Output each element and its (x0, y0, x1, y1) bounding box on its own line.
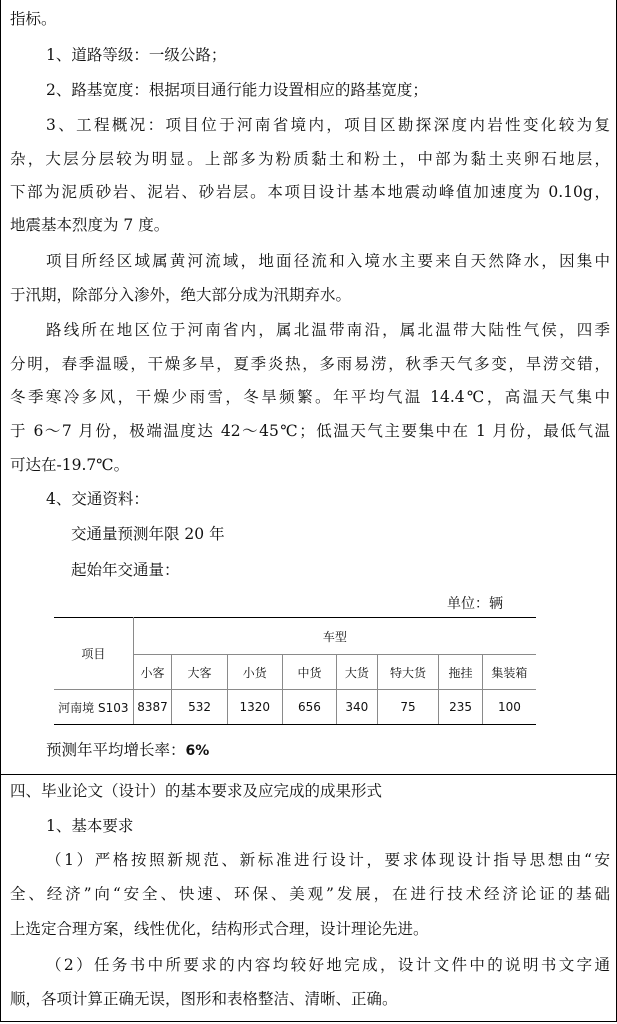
overview-line: 地震基本烈度为 7 度。 (10, 216, 170, 234)
column-header: 特大货 (377, 655, 439, 690)
row-name: 河南境 S103 (54, 690, 133, 725)
forecast-years: 交通量预测年限 20 年 (71, 525, 225, 543)
intro-line: 指标。 (10, 10, 57, 28)
table-cell: 235 (439, 690, 482, 725)
growth-rate (46, 740, 209, 761)
traffic-title: 4、交通资料： (46, 490, 149, 508)
item-header: 项目 (54, 618, 133, 690)
table-cell: 532 (172, 690, 227, 725)
column-header: 大客 (172, 655, 227, 690)
page-bottom-border (1, 1021, 616, 1022)
growth-rate-label: 预测年平均增长率： (46, 741, 186, 759)
subgrade-width-item: 2、路基宽度：根据项目通行能力设置相应的路基宽度； (46, 81, 428, 99)
requirement-line: 全、经济”向“安全、快速、环保、美观”发展，在进行技术经济论证的基础 (10, 885, 610, 903)
table-cell: 8387 (133, 690, 172, 725)
column-header: 集装箱 (482, 655, 536, 690)
road-grade-item: 1、道路等级：一级公路； (46, 46, 227, 64)
table-cell: 75 (377, 690, 439, 725)
overview-line: 杂，大层分层较为明显。上部多为粉质黏土和粉土，中部为黏土夹卵石地层， (10, 150, 610, 168)
hydro-line: 项目所经区域属黄河流域，地面径流和入境水主要来自天然降水，因集中 (46, 252, 610, 270)
initial-volume-label: 起始年交通量： (71, 561, 180, 579)
section-subtitle: 1、基本要求 (46, 817, 134, 835)
table-cell: 340 (337, 690, 378, 725)
column-header: 中货 (282, 655, 336, 690)
table-row (54, 690, 536, 725)
column-header: 小货 (227, 655, 282, 690)
requirement-line: 顺，各项计算正确无误，图形和表格整洁、清晰、正确。 (10, 990, 398, 1008)
requirement-line: （1）严格按照新规范、新标准进行设计，要求体现设计指导思想由“安 (46, 851, 610, 869)
climate-line: 于 6～7 月份，极端温度达 42～45℃；低温天气主要集中在 1 月份，最低气温 (10, 422, 610, 440)
table-cell: 100 (482, 690, 536, 725)
table-cell: 1320 (227, 690, 282, 725)
vehicle-type-header: 车型 (133, 618, 536, 655)
unit-label: 单位：辆 (447, 596, 503, 612)
overview-line: 3、工程概况：项目位于河南省境内，项目区勘探深度内岩性变化较为复 (46, 116, 610, 134)
climate-line: 可达在-19.7℃。 (10, 456, 130, 474)
column-header: 小客 (133, 655, 172, 690)
section-title: 四、毕业论文（设计）的基本要求及应完成的成果形式 (10, 782, 383, 800)
column-header: 拖挂 (439, 655, 482, 690)
requirement-line: 上选定合理方案，线性优化，结构形式合理，设计理论先进。 (10, 920, 429, 938)
section-divider (1, 774, 616, 775)
climate-line: 路线所在地区位于河南省内，属北温带南沿，属北温带大陆性气侯，四季 (46, 321, 610, 339)
traffic-table (54, 617, 536, 725)
overview-line: 下部为泥质砂岩、泥岩、砂岩层。本项目设计基本地震动峰值加速度为 0.10g， (10, 183, 610, 201)
climate-line: 冬季寒冷多风，干燥少雨雪，冬旱频繁。年平均气温 14.4℃，高温天气集中 (10, 388, 610, 406)
column-header: 大货 (337, 655, 378, 690)
requirement-line: （2）任务书中所要求的内容均较好地完成，设计文件中的说明书文字通 (46, 956, 610, 974)
climate-line: 分明，春季温暖，干燥多旱，夏季炎热，多雨易涝，秋季天气多变，旱涝交错， (10, 355, 610, 373)
table-cell: 656 (282, 690, 336, 725)
growth-rate-value: 6% (185, 743, 210, 759)
hydro-line: 于汛期，除部分入渗外，绝大部分成为汛期弃水。 (10, 286, 352, 304)
